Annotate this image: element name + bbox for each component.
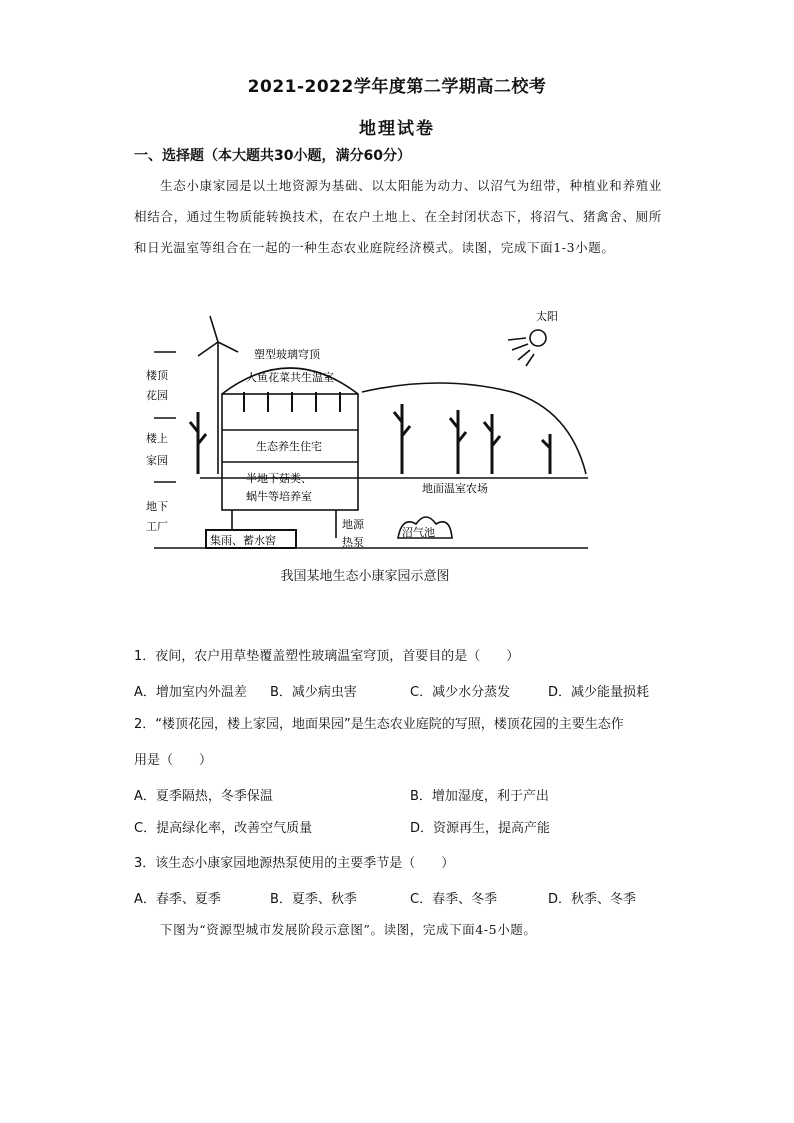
question-2-option-c[interactable]: C．提高绿化率，改善空气质量 bbox=[134, 821, 313, 836]
label-biogas: 沼气池 bbox=[402, 526, 435, 539]
question-2-option-d[interactable]: D．资源再生，提高产能 bbox=[410, 821, 551, 836]
label-heat-pump-2: 热泵 bbox=[342, 536, 364, 549]
label-roof-glass: 塑型玻璃穹顶 bbox=[254, 348, 320, 361]
question-1-option-b[interactable]: B．减少病虫害 bbox=[270, 685, 357, 700]
greenhouse-plants bbox=[244, 392, 340, 412]
question-2-option-a[interactable]: A．夏季隔热，冬季保温 bbox=[134, 789, 273, 804]
label-side-low-2: 工厂 bbox=[146, 520, 168, 533]
label-sun: 太阳 bbox=[536, 310, 558, 323]
label-greenhouse: 人鱼花菜共生温室 bbox=[246, 371, 334, 384]
label-side-top-2: 花园 bbox=[146, 389, 168, 402]
question-1-option-a[interactable]: A．增加室内外温差 bbox=[134, 685, 247, 700]
label-basement-2: 蜗牛等培养室 bbox=[246, 490, 312, 503]
label-field-farm: 地面温室农场 bbox=[422, 482, 488, 495]
label-side-top-1: 楼顶 bbox=[146, 369, 168, 382]
intro-paragraph: 生态小康家园是以土地资源为基础、以太阳能为动力、以沼气为纽带，种植业和养殖业相结合，通过生物质能转换技术，在农户土地上、在全封闭状态下，将沼气、猪禽舍、厕所和日光温室等组合在一起的一种生态农业庭院经济模式。读图，完成下面1-3小题。 bbox=[134, 178, 662, 255]
question-2-option-b[interactable]: B．增加湿度，利于产出 bbox=[410, 789, 549, 804]
question-3-option-b[interactable]: B．夏季、秋季 bbox=[270, 892, 357, 907]
question-3-option-d[interactable]: D．秋季、冬季 bbox=[548, 892, 637, 907]
exam-subject: 地理试卷 bbox=[359, 119, 435, 139]
exam-title: 2021-2022学年度第二学期高二校考 bbox=[247, 77, 547, 97]
question-3-option-a[interactable]: A．春季、夏季 bbox=[134, 892, 221, 907]
question-1-option-d[interactable]: D．减少能量损耗 bbox=[548, 685, 650, 700]
trees bbox=[190, 404, 550, 474]
next-figure-instruction: 下图为“资源型城市发展阶段示意图”。读图，完成下面4-5小题。 bbox=[160, 922, 537, 937]
figure-caption: 我国某地生态小康家园示意图 bbox=[280, 569, 450, 584]
label-side-mid-1: 楼上 bbox=[146, 432, 168, 445]
question-2-stem-line-2: 用是（ ） bbox=[134, 753, 213, 768]
label-heat-pump-1: 地源 bbox=[342, 518, 364, 531]
question-3-stem: 3．该生态小康家园地源热泵使用的主要季节是（ ） bbox=[134, 856, 455, 871]
eco-home-diagram bbox=[140, 302, 600, 560]
greenhouse-arc bbox=[362, 383, 586, 474]
question-3-option-c[interactable]: C．春季、冬季 bbox=[410, 892, 498, 907]
label-basement-1: 半地下菇类、 bbox=[246, 472, 312, 485]
section-heading: 一、选择题（本大题共30小题，满分60分） bbox=[134, 148, 411, 164]
question-1-option-c[interactable]: C．减少水分蒸发 bbox=[410, 685, 511, 700]
label-residence: 生态养生住宅 bbox=[256, 440, 322, 453]
label-rain: 集雨、蓄水窖 bbox=[210, 534, 276, 547]
question-1-stem: 1．夜间，农户用草垫覆盖塑性玻璃温室穹顶，首要目的是（ ） bbox=[134, 649, 520, 664]
label-side-low-1: 地下 bbox=[146, 500, 168, 513]
sun-shape bbox=[530, 330, 546, 346]
label-side-mid-2: 家园 bbox=[146, 454, 168, 467]
question-2-stem-line-1: 2．“楼顶花园，楼上家园，地面果园”是生态农业庭院的写照，楼顶花园的主要生态作 bbox=[134, 717, 624, 732]
